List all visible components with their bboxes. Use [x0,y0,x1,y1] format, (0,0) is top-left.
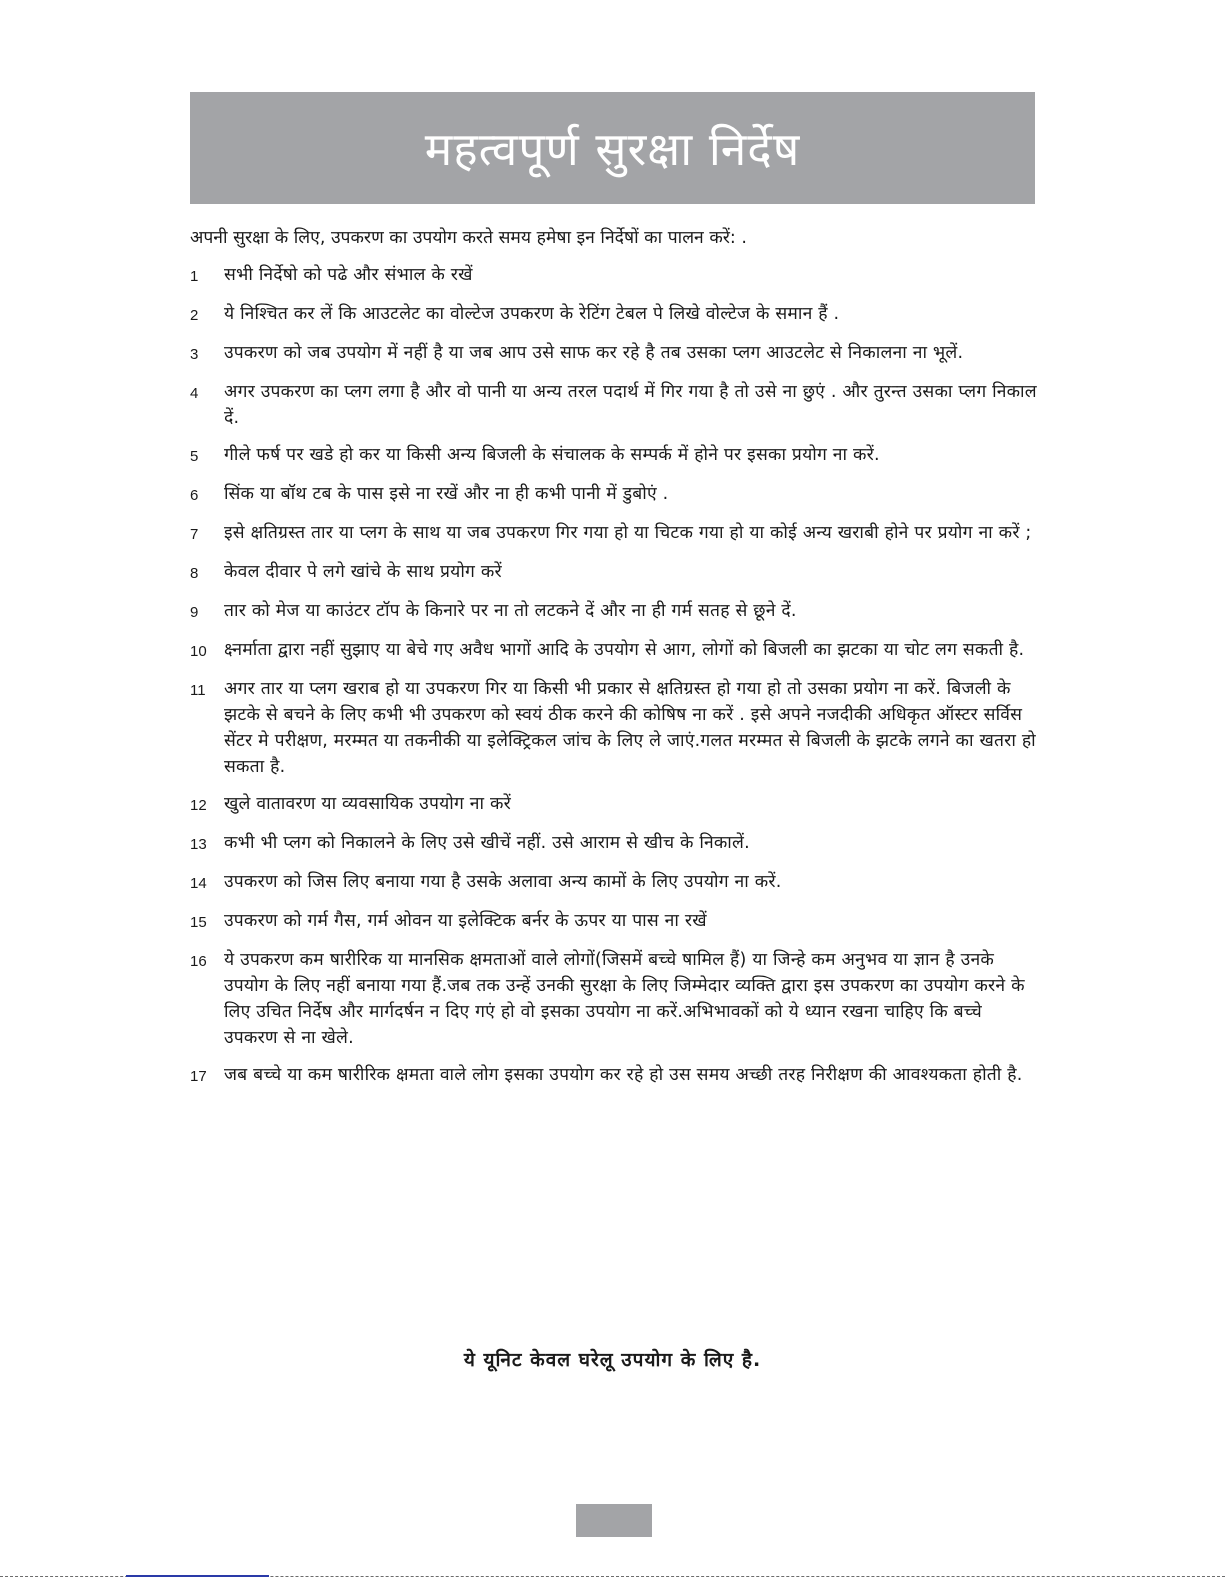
page-title: महत्वपूर्ण सुरक्षा निर्देष [424,122,801,176]
item-number: 12 [190,797,207,814]
list-item [190,301,1040,329]
item-text: उपकरण को जब उपयोग में नहीं है या जब आप उसे साफ कर रहे है तब उसका प्लग आउटलेट से निकालना ना भूलें. [224,343,964,363]
list-item [190,830,1040,858]
item-text: सिंक या बॉथ टब के पास इसे ना रखें और ना ही कभी पानी में डुबोएं . [224,484,669,504]
item-number: 1 [190,268,199,285]
list-item [190,947,1040,1051]
item-number: 14 [190,875,207,892]
item-text: खुले वातावरण या व्यवसायिक उपयोग ना करें [224,794,512,814]
item-number: 13 [190,836,207,853]
page-number-tab [576,1504,652,1537]
item-text: क्ष्नर्माता द्वारा नहीं सुझाए या बेचे गए अवैध भागों आदि के उपयोग से आग, लोगों को बिजली का झटका या चोट लग सकती है. [224,640,1025,660]
item-number: 17 [190,1068,207,1085]
list-item [190,676,1040,780]
list-item [190,559,1040,587]
safety-instructions-list [190,262,1040,1101]
title-banner [190,92,1035,204]
list-item [190,637,1040,665]
item-text: जब बच्चे या कम षारीरिक क्षमता वाले लोग इसका उपयोग कर रहे हो उस समय अच्छी तरह निरीक्षण की आवश्यकता होती है. [224,1065,1023,1085]
item-number: 10 [190,643,207,660]
item-number: 6 [190,487,199,504]
item-text: सभी निर्देषो को पढे और संभाल के रखें [224,265,473,285]
list-item [190,481,1040,509]
page-bottom-accent [126,1575,269,1577]
item-number: 11 [190,682,206,699]
item-text: गीले फर्ष पर खडे हो कर या किसी अन्य बिजली के संचालक के सम्पर्क में होने पर इसका प्रयोग ना करें. [224,445,880,465]
item-text: केवल दीवार पे लगे खांचे के साथ प्रयोग करें [224,562,502,582]
item-text: कभी भी प्लग को निकालने के लिए उसे खीचें नहीं. उसे आराम से खीच के निकालें. [224,833,750,853]
list-item [190,598,1040,626]
item-number: 2 [190,307,199,324]
item-number: 4 [190,385,199,402]
item-text: ये निश्चित कर लें कि आउटलेट का वोल्टेज उपकरण के रेटिंग टेबल पे लिखे वोल्टेज के समान हैं . [224,304,840,324]
list-item [190,520,1040,548]
list-item [190,340,1040,368]
list-item [190,791,1040,819]
intro-text: अपनी सुरक्षा के लिए, उपकरण का उपयोग करते समय हमेषा इन निर्देषों का पालन करें: . [190,228,747,248]
item-number: 15 [190,914,207,931]
item-number: 3 [190,346,199,363]
list-item [190,262,1040,290]
list-item [190,869,1040,897]
item-text: तार को मेज या काउंटर टॉप के किनारे पर ना तो लटकने दें और ना ही गर्म सतह से छूने दें. [224,601,797,621]
household-use-note: ये यूनिट केवल घरेलू उपयोग के लिए है. [463,1349,762,1371]
item-text: अगर तार या प्लग खराब हो या उपकरण गिर या किसी भी प्रकार से क्षतिग्रस्त हो गया हो तो उसका प्रयोग ना करें. बिजली के झटके से बचने के लिए कभी भी उपकरण को स्वयं ठीक करने की कोषिष ना करें . इसे अपने नजदीकी अधिकृत ऑस्टर सर्विस सेंटर मे परीक्षण, मरम्मत या तकनीकी या इलेक्ट्रिकल जांच के लिए ले जाएं.गलत मरम्मत से बिजली के झटके लगने का खतरा हो सकता है. [224,679,1036,777]
item-number: 8 [190,565,199,582]
item-number: 5 [190,448,199,465]
item-number: 16 [190,953,207,970]
item-text: इसे क्षतिग्रस्त तार या प्लग के साथ या जब उपकरण गिर गया हो या चिटक गया हो या कोई अन्य खराबी होने पर प्रयोग ना करें ; [224,523,1032,543]
item-text: ये उपकरण कम षारीरिक या मानसिक क्षमताओं वाले लोगों(जिसमें बच्चे षामिल हैं) या जिन्हे कम अनुभव या ज्ञान है उनके उपयोग के लिए नहीं बनाया गया हैं.जब तक उन्हें उनकी सुरक्षा के लिए जिम्मेदार व्यक्ति द्वारा इस उपकरण का उपयोग करने के लिए उचित निर्देष और मार्गदर्षन न दिए गएं हो वो इसका उपयोग ना करें.अभिभावकों को ये ध्यान रखना चाहिए कि बच्चे उपकरण से ना खेले. [224,950,1025,1048]
item-text: उपकरण को गर्म गैस, गर्म ओवन या इलेक्टिक बर्नर के ऊपर या पास ना रखें [224,911,707,931]
list-item [190,379,1040,431]
item-number: 7 [190,526,199,543]
item-text: अगर उपकरण का प्लग लगा है और वो पानी या अन्य तरल पदार्थ में गिर गया है तो उसे ना छुएं . और तुरन्त उसका प्लग निकाल दें. [224,382,1037,428]
item-number: 9 [190,604,199,621]
list-item [190,1062,1040,1090]
list-item [190,908,1040,936]
list-item [190,442,1040,470]
item-text: उपकरण को जिस लिए बनाया गया है उसके अलावा अन्य कामों के लिए उपयोग ना करें. [224,872,782,892]
